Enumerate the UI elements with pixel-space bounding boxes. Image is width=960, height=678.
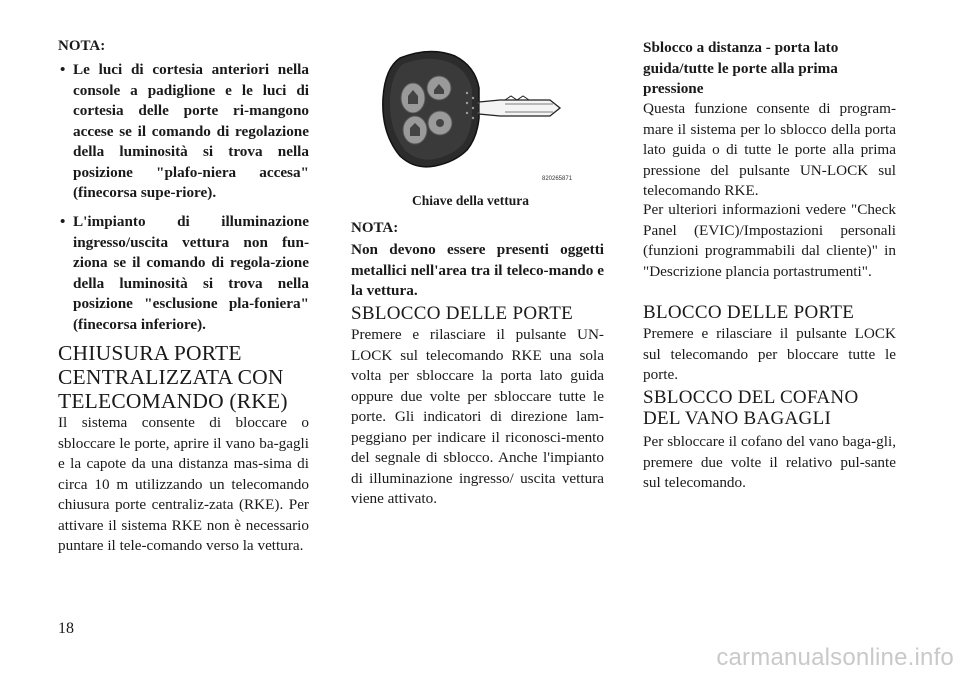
section-title-line: CENTRALIZZATA CON (58, 365, 284, 389)
page-number: 18 (58, 620, 74, 637)
bullet-courtesy-lights (60, 60, 309, 204)
note-body-middle: Non devono essere presenti oggetti metallici nell'area tra il teleco-mando e la vettura. (351, 241, 604, 299)
section-title-line: DEL VANO BAGAGLI (643, 408, 832, 429)
bullet-dot-icon: • (60, 61, 66, 78)
figure-caption: Chiave della vettura (412, 193, 529, 208)
section-title-trunk (643, 387, 903, 429)
section-title-rke (58, 341, 318, 413)
section-body-unlock: Premere e rilasciare il pulsante UN-LOCK sul telecomando RKE una sola volta per sbloccare la porta lato guida oppure due volte per sbloccare tutte le porte. Gli indicatori di direzione lam-peggiano per indicare il riconosci-mento del segnale di sblocco. Anche l'impianto di illuminazione ingresso/ uscita vettura viene attivato. (351, 326, 604, 507)
section-title-unlock: SBLOCCO DELLE PORTE (351, 303, 574, 324)
subsection-title-remote-unlock: Sblocco a distanza - porta lato guida/tutte le porte alla prima pressione (643, 39, 839, 97)
section-title-line: CHIUSURA PORTE (58, 341, 242, 365)
section-body-lock: Premere e rilasciare il pulsante LOCK sul telecomando per bloccare tutte le porte. (643, 325, 896, 383)
section-body-trunk: Per sbloccare il cofano del vano baga-gli, premere due volte il relativo pul-sante sul telecomando. (643, 433, 896, 491)
subsection-body-remote-unlock: Questa funzione consente di program-mare il sistema per lo sblocco della porta lato guida o di tutte le porte alla prima pressione del pulsante UN-LOCK sul telecomando RKE. (643, 100, 896, 199)
figure-code: 820265871 (542, 176, 573, 182)
bullet-text: Le luci di cortesia anteriori nella console a padiglione e le luci di cortesia delle porte ri-mangono accese se il comando di regolazione della luminosità si trova nella posizione "plafo-niera accesa" (finecorsa supe-riore). (73, 61, 309, 201)
section-title-line: SBLOCCO DEL COFANO (643, 387, 859, 408)
section-title-lock: BLOCCO DELLE PORTE (643, 302, 855, 323)
watermark: carmanualsonline.info (716, 644, 954, 671)
key-figure (355, 38, 605, 190)
section-title-line: TELECOMANDO (RKE) (58, 389, 288, 413)
bullet-dot-icon: • (60, 213, 66, 230)
bullet-text: L'impianto di illuminazione ingresso/uscita vettura non fun-ziona se il comando di regola-zione della luminosità si trova nella posizione "esclusione pla-foniera" (finecorsa inferiore). (73, 213, 309, 333)
car-key-illustration (355, 38, 605, 190)
note-label-left: NOTA: (58, 38, 106, 54)
note-label-middle: NOTA: (351, 220, 399, 236)
bullet-entry-exit-lighting (60, 212, 309, 335)
info-body: Per ulteriori informazioni vedere "Check Panel (EVIC)/Impostazioni personali (funzioni programmabili dal cliente)" in "Descrizione plancia portastrumenti". (643, 201, 896, 280)
section-body-rke: Il sistema consente di bloccare o sbloccare le porte, aprire il vano ba-gagli e la capote da una distanza mas-sima di circa 10 m utilizzando un telecomando chiusura porte centraliz-zata (RKE). Per attivare il sistema RKE non è necessario puntare il tele-comando verso la vettura. (58, 414, 309, 554)
